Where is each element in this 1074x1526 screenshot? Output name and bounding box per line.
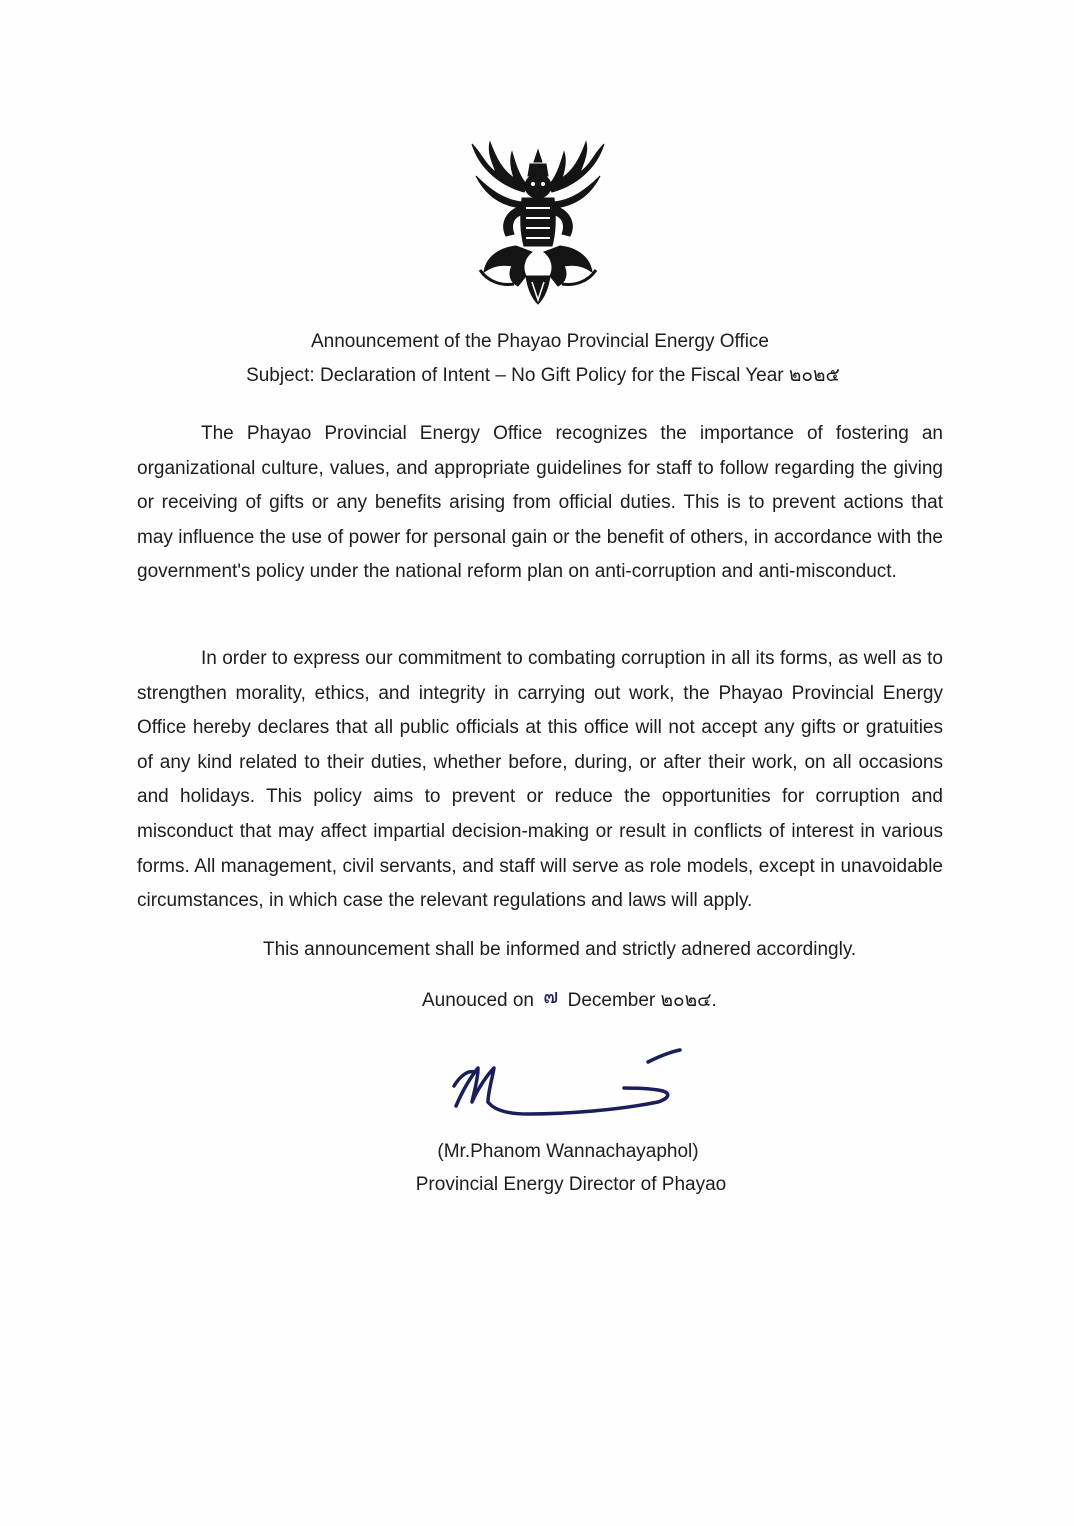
body-paragraph-2: In order to express our commitment to combating corruption in all its forms, as well as to strengthen morality, ethics, and integrity in carrying out work, the Phayao Provincial Energy Office hereby declares that all public officials at this office will not accept any gifts or gratuities of any kind related to their duties, whether before, during, or after their work, on all occasions and holidays. This policy aims to prevent or reduce the opportunities for corruption and misconduct that may affect impartial decision-making or result in conflicts of interest in various forms. All management, civil servants, and staff will serve as role models, except in unavoidable circumstances, in which case the relevant regulations and laws will apply.: [137, 648, 943, 912]
announcement-subject: Subject: Declaration of Intent – No Gift Policy for the Fiscal Year ๒๐๒๕: [246, 365, 840, 386]
announcement-title: Announcement of the Phayao Provincial Energy Office: [310, 331, 770, 352]
handwritten-signature: [448, 1044, 688, 1122]
announcement-date: [422, 984, 717, 1013]
date-prefix: Aunouced on: [422, 990, 534, 1011]
date-month-year: December ๒๐๒๔.: [567, 990, 717, 1011]
date-day-handwritten: ๗: [543, 984, 559, 1008]
signer-name: (Mr.Phanom Wannachayaphol): [437, 1141, 699, 1162]
garuda-emblem-icon: [462, 136, 614, 306]
signer-position: Provincial Energy Director of Phayao: [415, 1174, 727, 1195]
body-paragraph-1: The Phayao Provincial Energy Office recognizes the importance of fostering an organizational culture, values, and appropriate guidelines for staff to follow regarding the giving or receiving of gifts or any benefits arising from official duties. This is to prevent actions that may influence the use of power for personal gain or the benefit of others, in accordance with the government's policy under the national reform plan on anti-corruption and anti-misconduct.: [137, 423, 943, 583]
closing-statement: This announcement shall be informed and strictly adnered accordingly.: [263, 939, 857, 960]
